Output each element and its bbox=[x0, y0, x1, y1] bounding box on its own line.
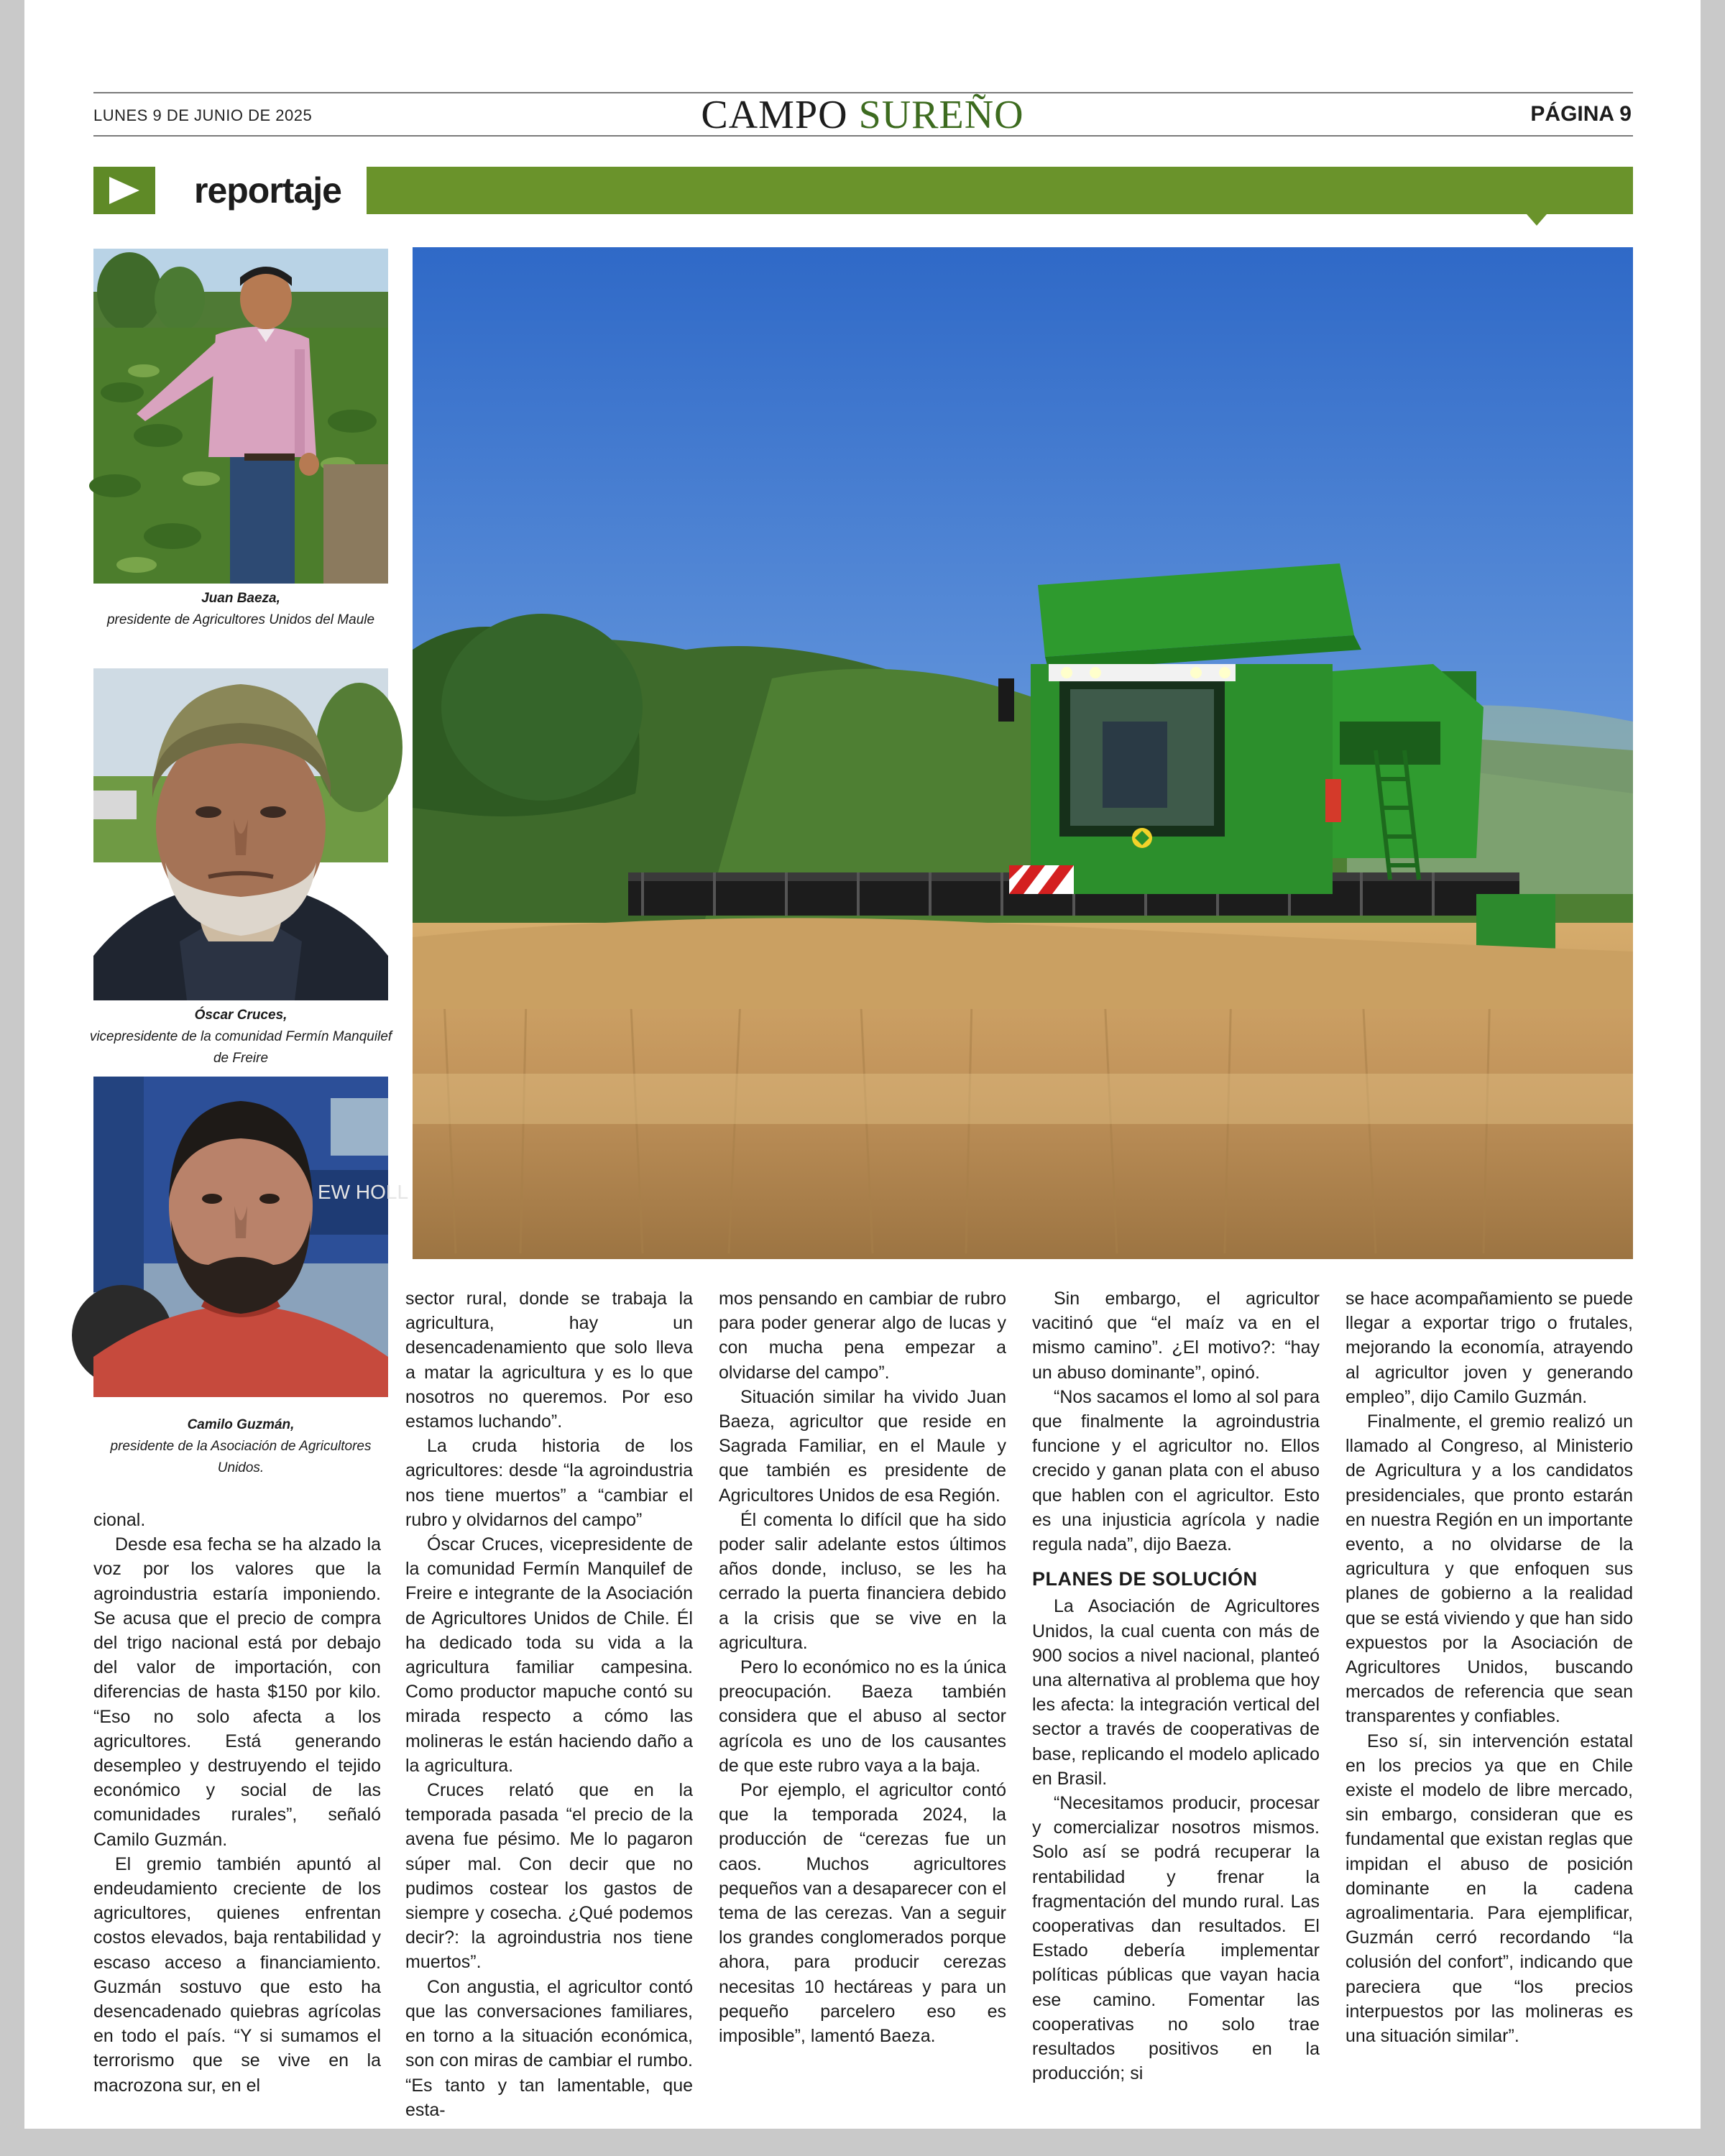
paragraph: Por ejemplo, el agricultor contó que la temporada 2024, la producción de “cerezas fue un caos. Muchos agricultores pequeños van a desaparecer con el tema de las cerezas. Van a seguir los grandes conglomerados porque ahora, para producir cerezas necesitas 10 hectáreas y para un pequeño parcelero eso es imposible”, lamentó Baeza. bbox=[719, 1780, 1006, 2047]
paragraph: Eso sí, sin intervención estatal en los precios ya que en Chile existe el modelo de libre mercado, sin embargo, consideran que es fundamental que existan reglas que impidan el abuso de posición dominante en la cadena agroalimentaria. Para ejemplificar, Guzmán cerró recordando “la colusión del confort”, indicando que pareciera que “los precios interpuestos por las molineras es una situación similar”. bbox=[1346, 1731, 1633, 2047]
paragraph: “Necesitamos producir, procesar y comercializar nosotros mismos. Solo así se podrá recuperar la rentabilidad y frenar la fragmentación del mundo rural. Las cooperativas dan resultados. El Estado debería implementar políticas públicas que vayan hacia ese camino. Fomentar las cooperativas no solo trae resultados positivos en la producción; si bbox=[1032, 1793, 1320, 2084]
paragraph: se hace acompañamiento se puede llegar a exportar trigo o frutales, mejorando la economía, atrayendo al agricultor joven y generando empleo”, dijo Camilo Guzmán. bbox=[1346, 1289, 1633, 1407]
hero-photo-combine-harvester bbox=[413, 247, 1633, 1259]
caption-role: vicepresidente de la comunidad Fermín Manquilef de Freire bbox=[89, 1029, 392, 1066]
portrait-oscar-cruces bbox=[93, 668, 388, 1000]
portrait-juan-baeza bbox=[93, 249, 388, 584]
article-column-5 bbox=[1346, 1286, 1633, 2048]
paragraph: El gremio también apuntó al endeudamiento creciente de los agricultores, quienes enfrentan costos elevados, baja rentabilidad y escaso acceso a financiamiento. Guzmán sostuvo que esto ha desencadenado quiebras agrícolas en todo el país. “Y si sumamos el terrorismo que se vive en la macrozona sur, en el bbox=[93, 1853, 381, 2096]
masthead-sureno: SUREÑO bbox=[858, 93, 1024, 137]
subheading-planes-de-solucion: PLANES DE SOLUCIÓN bbox=[1032, 1568, 1258, 1590]
paragraph: Óscar Cruces, vicepresidente de la comunidad Fermín Manquilef de Freire e integrante de la Asociación de Agricultores Unidos de Chile. Él ha dedicado toda su vida a la agricultura familiar campesina. Como productor mapuche contó su mirada respecto a cómo las molineras le están haciendo daño a la agricultura. bbox=[405, 1534, 693, 1776]
paragraph: Pero lo económico no es la única preocupación. Baeza también considera que el abuso al sector agrícola es uno de los causantes de que este rubro vaya a la baja. bbox=[719, 1657, 1006, 1776]
section-label: reportaje bbox=[194, 170, 341, 211]
page-number: PÁGINA 9 bbox=[1530, 102, 1632, 126]
caption-name: Óscar Cruces, bbox=[194, 1008, 288, 1023]
caption-camilo-guzman bbox=[86, 1414, 395, 1479]
masthead-campo: CAMPO bbox=[701, 93, 848, 137]
issue-date: LUNES 9 DE JUNIO DE 2025 bbox=[93, 106, 313, 124]
article-column-3 bbox=[719, 1286, 1006, 2048]
masthead bbox=[0, 92, 1725, 138]
portrait-camilo-guzman bbox=[93, 1077, 409, 1397]
section-bar-notch bbox=[1527, 214, 1547, 226]
paragraph: Él comenta lo difícil que ha sido poder salir adelante estos últimos años donde, incluso, se les ha cerrado la puerta financiera debido a la crisis que se vive en la agricultura. bbox=[719, 1509, 1006, 1653]
paragraph: sector rural, donde se trabaja la agricultura, hay un desencadenamiento que solo lleva a matar la agricultura y es lo que nosotros no queremos. Por eso estamos luchando”. bbox=[405, 1289, 693, 1432]
section-bar-fill bbox=[367, 167, 1633, 214]
caption-role: presidente de Agricultores Unidos del Maule bbox=[106, 612, 375, 627]
article-column-1 bbox=[93, 1508, 381, 2098]
paragraph: Sin embargo, el agricultor vacitinó que “el maíz va en el mismo camino”. ¿El motivo?: “hay un abuso dominante”, opinó. bbox=[1032, 1289, 1320, 1383]
paragraph: Con angustia, el agricultor contó que las conversaciones familiares, en torno a la situación económica, son con miras de cambiar el rumbo. “Es tanto y tan lamentable, que esta- bbox=[405, 1976, 693, 2120]
paragraph: La Asociación de Agricultores Unidos, la cual cuenta con más de 900 socios a nivel nacional, planteó una alternativa al problema que hoy les afecta: la integración vertical del sector a través de cooperativas de base, replicando el modelo aplicado en Brasil. bbox=[1032, 1596, 1320, 1789]
caption-name: Juan Baeza, bbox=[201, 591, 280, 606]
play-arrow-icon bbox=[93, 167, 155, 214]
caption-role: presidente de la Asociación de Agricultores Unidos. bbox=[110, 1439, 372, 1475]
paragraph: Desde esa fecha se ha alzado la voz por los valores que la agroindustria estaría imponiendo. Se acusa que el precio de compra del trigo nacional está por debajo del valor de importación, con diferencias de hasta $150 por kilo. “Eso no solo afecta a los agricultores. Está generando desempleo y destruyendo el tejido económico y social de las comunidades rurales”, señaló Camilo Guzmán. bbox=[93, 1534, 381, 1850]
paragraph: La cruda historia de los agricultores: desde “la agroindustria nos tiene muertos” a “cambiar el rubro y olvidarnos del campo” bbox=[405, 1436, 693, 1530]
caption-oscar-cruces bbox=[86, 1005, 395, 1069]
article-column-2 bbox=[405, 1286, 693, 2122]
article-column-4 bbox=[1032, 1286, 1320, 2086]
section-bar bbox=[93, 167, 1633, 214]
caption-name: Camilo Guzmán, bbox=[187, 1417, 295, 1432]
svg-text:EW HOLL: EW HOLL bbox=[318, 1181, 409, 1203]
paragraph: “Nos sacamos el lomo al sol para que finalmente la agroindustria funcione y el agricultor no. Ellos crecido y ganan plata con el abuso que hablen con el agricultor. Esto es una injusticia agrícola y nadie regula nada”, dijo Baeza. bbox=[1032, 1386, 1320, 1555]
paragraph: mos pensando en cambiar de rubro para poder generar algo de lucas y con mucha pena empezar a olvidarse del campo”. bbox=[719, 1289, 1006, 1383]
paragraph: Situación similar ha vivido Juan Baeza, agricultor que reside en Sagrada Familiar, en el Maule y que también es presidente de Agricultores Unidos de esa Región. bbox=[719, 1386, 1006, 1506]
paragraph: Finalmente, el gremio realizó un llamado al Congreso, al Ministerio de Agricultura y a los candidatos presidenciales, que pronto estarán en nuestra Región en un importante evento, a no olvidarse de la agricultura y que enfoquen sus planes de gobierno a la realidad que se está viviendo y que han sido expuestos por la Asociación de Agricultores Unidos, buscando mercados de referencia que sean transparentes y confiables. bbox=[1346, 1411, 1633, 1727]
caption-juan-baeza bbox=[86, 588, 395, 631]
paragraph: Cruces relató que en la temporada pasada “el precio de la avena fue pésimo. Me lo pagaron súper mal. Con decir que no pudimos costear los gastos de siempre y cosecha. ¿Qué podemos decir?: la agroindustria nos tiene muertos”. bbox=[405, 1780, 693, 1973]
paragraph: cional. bbox=[93, 1510, 146, 1530]
